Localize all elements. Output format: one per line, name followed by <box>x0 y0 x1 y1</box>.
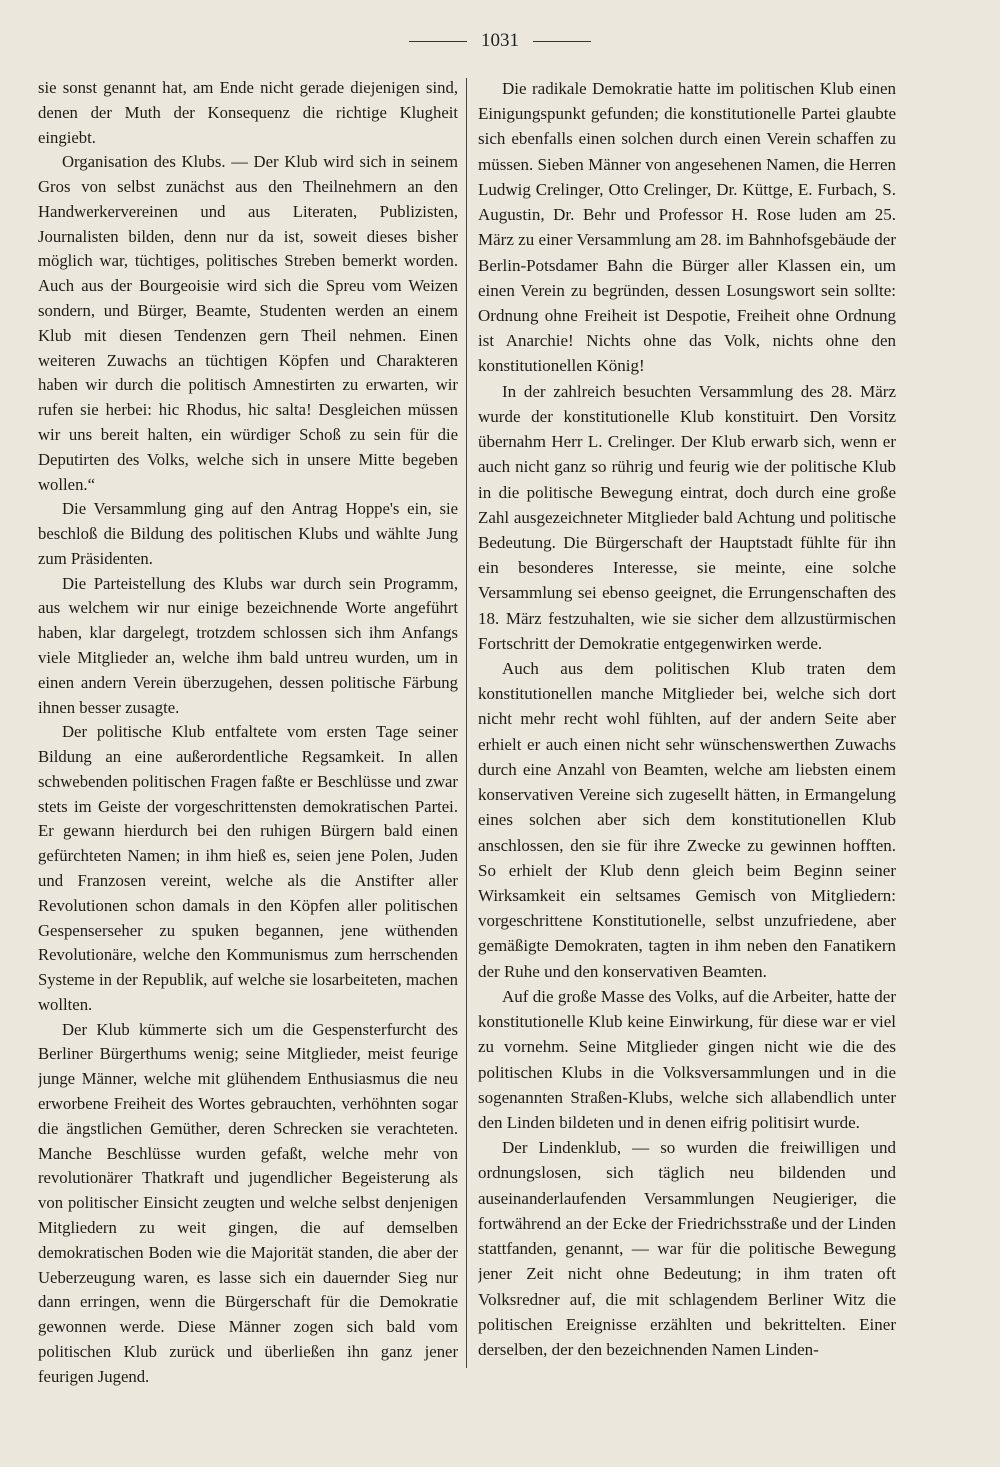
paragraph: In der zahlreich besuchten Versammlung des 28. März wurde der konstitutionelle Klub konstituirt. Den Vorsitz übernahm Herr L. Crelinger. Der Klub erwarb sich, wenn er auch nicht ganz so rührig und feurig wie der politische Klub in die politische Bewegung eintrat, doch durch eine große Zahl ausgezeichneter Mitglieder bald Achtung und politische Bedeutung. Die Bürgerschaft der Hauptstadt fühlte für ihn ein besonderes Interesse, sie meinte, eine solche Versammlung sei ebenso geeignet, die Errungenschaften des 18. März festzuhalten, wie sie sicher dem allzustürmischen Fortschritt der Demokratie entgegenwirken werde. <box>478 381 896 653</box>
paragraph: Die Versammlung ging auf den Antrag Hoppe's ein, sie beschloß die Bildung des politischen Klubs und wählte Jung zum Präsidenten. <box>38 499 458 568</box>
page-number: 1031 <box>481 30 519 51</box>
paragraph: Die radikale Demokratie hatte im politischen Klub einen Einigungspunkt gefunden; die konstitutionelle Partei glaubte sich ebenfalls einen solchen durch einen Verein schaffen zu müssen. Sieben Männer von angesehenen Namen, die Herren Ludwig Crelinger, Otto Crelinger, Dr. Küttge, E. Furbach, S. Augustin, Dr. Behr und Professor H. Rose luden am 25. März zu einer Versammlung am 28. im Bahnhofsgebäude der Berlin-Potsdamer Bahn die Bürger aller Klassen ein, um einen Verein zu begründen, dessen Losungswort sein sollte: Ordnung ohne Freiheit ist Despotie, Freiheit ohne Ordnung ist Anarchie! Nichts ohne das Volk, nichts ohne den konstitutionellen König! <box>478 79 896 376</box>
paragraph: Organisation des Klubs. — Der Klub wird sich in seinem Gros von selbst zunächst aus den Theilnehmern an den Handwerkervereinen und aus Literaten, Publizisten, Journalisten bilden, denn nur da ist, soweit dieses bisher möglich war, tüchtiges, politisches Streben bemerkt worden. Auch aus der Bourgeoisie wird sich die Spreu vom Weizen sondern, und Bürger, Beamte, Studenten werden an einem Klub mit diesen Tendenzen gern Theil nehmen. Einen weiteren Zuwachs an tüchtigen Köpfen und Charakteren haben wir durch die politisch Amnestirten zu erwarten, wir rufen sie herbei: hic Rhodus, hic salta! Desgleichen müssen wir uns bereit halten, ein würdiger Schoß zu sein für die Deputirten des Volks, welche sich in unsere Mitte begeben wollen.“ <box>38 152 458 494</box>
paragraph: Der Klub kümmerte sich um die Gespensterfurcht des Berliner Bürgerthums wenig; seine Mitglieder, meist feurige junge Männer, welche mit glühendem Enthusiasmus die neu erworbene Freiheit des Wortes gebrauchten, verhöhnten sogar die ängstlichen Gemüther, deren Schrecken sie verachteten. Manche Beschlüsse wurden gefaßt, welche mehr von revolutionärer Thatkraft und jugendlicher Begeisterung als von politischer Einsicht zeugten und welche selbst denjenigen Mitgliedern zu weit gingen, die auf demselben demokratischen Boden wie die Majorität standen, die aber der Ueberzeugung waren, es lasse sich ein dauernder Sieg nur dann erringen, wenn die Bürgerschaft für die Demokratie gewonnen werde. Diese Männer zogen sich bald vom politischen Klub zurück und überließen ihn ganz jener feurigen Jugend. <box>38 1019 458 1386</box>
paragraph: Der Lindenklub, — so wurden die freiwilligen und ordnungslosen, sich täglich neu bildenden und auseinanderlaufenden Versammlungen Neugieriger, die fortwährend an der Ecke der Friedrichsstraße und der Linden stattfanden, genannt, — war für die politische Bewegung jener Zeit nicht ohne Bedeutung; in ihm traten oft Volksredner auf, die mit schlagendem Berliner Witz die politischen Ereignisse erzählten und bekrittelten. Einer derselben, der den bezeichnenden Namen Linden- <box>478 1138 896 1359</box>
paragraph: sie sonst genannt hat, am Ende nicht gerade diejenigen sind, denen der Muth der Konsequenz die richtige Klugheit eingiebt. <box>38 78 458 147</box>
paragraph: Der politische Klub entfaltete vom ersten Tage seiner Bildung an eine außerordentliche Regsamkeit. In allen schwebenden politischen Fragen faßte er Beschlüsse und zwar stets im Geiste der vorgeschrittensten demokratischen Partei. Er gewann hierdurch bei den ruhigen Bürgern bald einen gefürchteten Namen; in ihm hieß es, seien jene Polen, Juden und Franzosen vereint, welche als die Anstifter aller Revolutionen schon damals in den Köpfen aller politischen Gespenserseher zu spuken begannen, jene wüthenden Revolutionäre, welche den Kommunismus zum herrschenden Systeme in der Republik, auf welche sie losarbeiteten, machen wollten. <box>38 722 458 1014</box>
right-column <box>478 76 896 1396</box>
page-header <box>0 30 1000 52</box>
paragraph: Auf die große Masse des Volks, auf die Arbeiter, hatte der konstitutionelle Klub keine Einwirkung, für diese war er viel zu vornehm. Seine Mitglieder gingen nicht wie die des politischen Klubs in die Volksversammlungen und in die sogenannten Straßen-Klubs, welche sich allabendlich unter den Linden bildeten und in denen eifrig politisirt wurde. <box>478 986 896 1132</box>
header-rule-right <box>533 41 591 42</box>
left-column <box>38 76 458 1396</box>
header-rule-left <box>409 41 467 42</box>
column-divider <box>466 78 467 1368</box>
paragraph: Auch aus dem politischen Klub traten dem konstitutionellen manche Mitglieder bei, welche sich dort nicht mehr recht wohl fühlten, auf der andern Seite aber erhielt er auch einen nicht sehr wünschenswerthen Zuwachs durch eine Anzahl von Beamten, welche am liebsten einem konservativen Vereine sich zugesellt hätten, in Ermangelung eines solchen aber sich dem konstitutionellen Klub anschlossen, den sie für ihre Zwecke zu gewinnen hofften. So erhielt der Klub denn gleich beim Beginn seiner Wirksamkeit ein seltsames Gemisch von Mitgliedern: vorgeschrittene Konstitutionelle, selbst unzufriedene, aber gemäßigte Demokraten, tagten in ihm neben den Fanatikern der Ruhe und den konservativen Beamten. <box>478 659 896 981</box>
paragraph: Die Parteistellung des Klubs war durch sein Programm, aus welchem wir nur einige bezeichnende Worte angeführt haben, klar dargelegt, trotzdem schlossen sich ihm Anfangs viele Mitglieder an, welche ihm bald untreu wurden, um in einen andern Verein überzugehen, dessen politische Färbung ihnen besser zusagte. <box>38 573 458 717</box>
